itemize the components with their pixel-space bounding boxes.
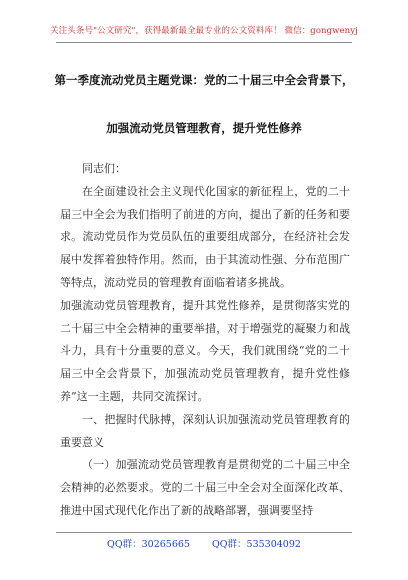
header-divider xyxy=(56,42,352,43)
document-title-line-2: 加强流动党员管理教育，提升党性修养 xyxy=(106,121,302,135)
footer xyxy=(0,536,408,550)
document-title-line-1: 第一季度流动党员主题党课：党的二十届三中全会背景下， xyxy=(54,73,354,87)
paragraph-intro: 在全面建设社会主义现代化国家的新征程上，党的二十届三中全会为我们指明了前进的方向，提出了新的任务和要求。流动党员作为党员队伍的重要组成部分，在经济社会发展中发挥着独特作用。然而，由于其流动性强、分布范围广等特点，流动党员的管理教育面临着诸多挑战。 xyxy=(60,184,350,289)
header-banner: 关注头条号"公文研究"，获得最新最全最专业的公文资料库！ 微信：gongwenyj xyxy=(50,26,358,36)
footer-qq-group-1: QQ群：30265665 xyxy=(107,539,190,550)
document-body xyxy=(60,158,350,523)
footer-qq-group-2: QQ群：535304092 xyxy=(211,539,301,550)
greeting: 同志们： xyxy=(82,162,126,175)
paragraph-significance: 加强流动党员管理教育，提升其党性修养，是贯彻落实党的二十届三中全会精神的重要举措，对于增强党的凝聚力和战斗力，具有十分重要的意义。今天，我们就围绕“党的二十届三中全会背景下，加强流动党员管理教育，提升党性修养”这一主题，共同交流探讨。 xyxy=(60,298,350,403)
footer-divider xyxy=(56,532,352,533)
subsection-1: （一）加强流动党员管理教育是贯彻党的二十届三中全会精神的必然要求。党的二十届三中全会对全面深化改革、推进中国式现代化作出了新的战略部署，强调要坚持 xyxy=(60,458,350,517)
section-heading-1: 一、把握时代脉搏，深刻认识加强流动党员管理教育的重要意义 xyxy=(60,412,350,449)
